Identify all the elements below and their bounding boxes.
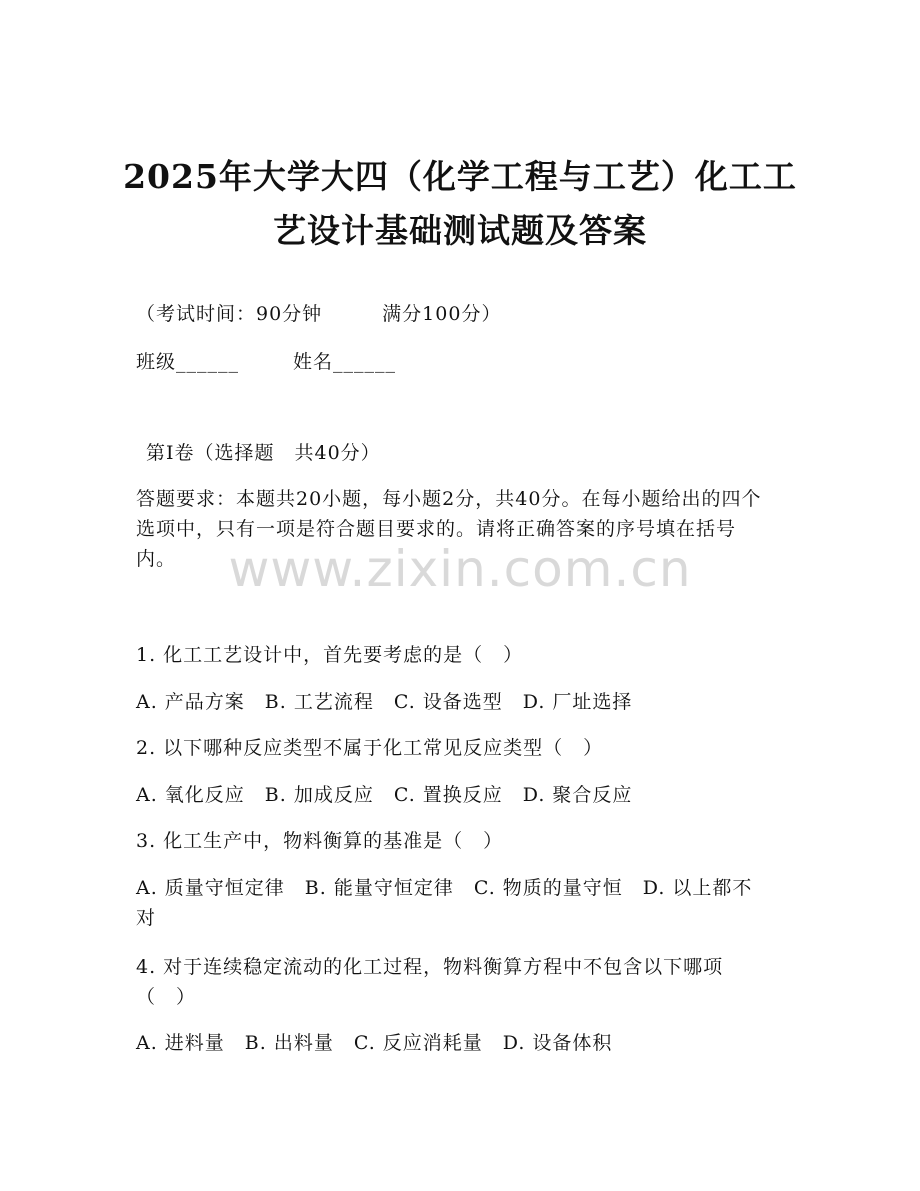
exam-info: （考试时间：90分钟 满分100分） <box>136 303 502 325</box>
page-title-line-2: 艺设计基础测试题及答案 <box>273 211 647 250</box>
question-4-stem: 4. 对于连续稳定流动的化工过程，物料衡算方程中不包含以下哪项（ ） <box>136 956 724 1008</box>
student-info-row <box>136 347 786 377</box>
watermark: www.zixin.com.cn <box>228 540 692 598</box>
class-field: 班级______ <box>136 351 240 373</box>
question-1-stem: 1. 化工工艺设计中，首先要考虑的是（ ） <box>136 644 524 666</box>
question-4-options: A. 进料量 B. 出料量 C. 反应消耗量 D. 设备体积 <box>136 1032 613 1054</box>
section-title: 第I卷（选择题 共40分） <box>146 442 381 464</box>
question-3-stem: 3. 化工生产中，物料衡算的基准是（ ） <box>136 830 504 852</box>
page-title-line-1: 2025年大学大四（化学工程与工艺）化工工 <box>123 157 797 196</box>
instructions: 答题要求：本题共20小题，每小题2分，共40分。在每小题给出的四个选项中，只有一项是符合题目要求的。请将正确答案的序号填在括号内。 <box>136 488 762 570</box>
question-2-options: A. 氧化反应 B. 加成反应 C. 置换反应 D. 聚合反应 <box>136 784 633 806</box>
question-1-options: A. 产品方案 B. 工艺流程 C. 设备选型 D. 厂址选择 <box>136 691 633 713</box>
question-2-stem: 2. 以下哪种反应类型不属于化工常见反应类型（ ） <box>136 737 604 759</box>
question-3-options: A. 质量守恒定律 B. 能量守恒定律 C. 物质的量守恒 D. 以上都不对 <box>136 877 753 929</box>
name-field: 姓名______ <box>293 351 397 373</box>
